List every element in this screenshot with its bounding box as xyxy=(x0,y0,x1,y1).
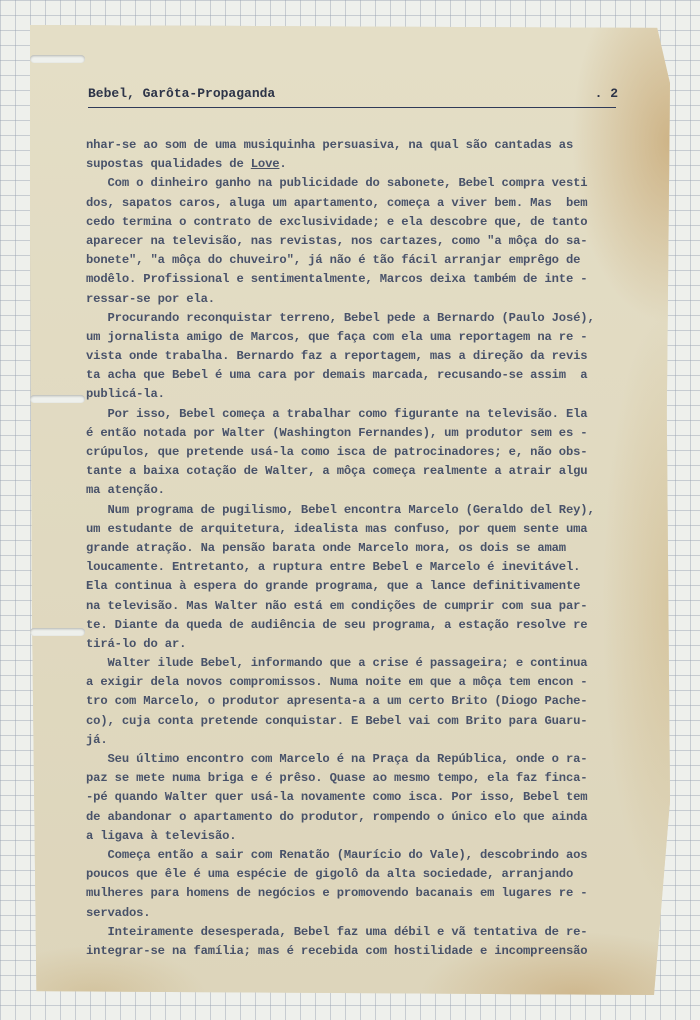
text-line: é então notada por Walter (Washington Fernandes), um produtor sem es - xyxy=(86,425,588,440)
text-line: publicá-la. xyxy=(86,387,165,402)
text-line: supostas qualidades de Love. xyxy=(86,157,287,172)
text-line: ma atenção. xyxy=(86,483,165,498)
header-rule xyxy=(88,107,616,108)
text-line: aparecer na televisão, nas revistas, nos cartazes, como "a môça do sa- xyxy=(86,233,588,248)
text-line: crúpulos, que pretende usá-la como isca de patrocinadores; e, não obs- xyxy=(86,445,588,459)
text-line: integrar-se na família; mas é recebida com hostilidade e incompreensão xyxy=(86,943,588,958)
text-line: na televisão. Mas Walter não está em condições de cumprir com sua par- xyxy=(86,598,588,613)
punch-hole-lower xyxy=(30,628,85,636)
text-line: co), cuja conta pretende conquistar. E Bebel vai com Brito para Guaru- xyxy=(86,713,588,728)
document-title: Bebel, Garôta-Propaganda xyxy=(88,86,276,101)
text-line: tro com Marcelo, o produtor apresenta-a a um certo Brito (Diogo Pache- xyxy=(86,694,588,709)
text-line: a exigir dela novos compromissos. Numa noite em que a môça tem encon - xyxy=(86,675,588,690)
text-line: cedo termina o contrato de exclusividade; e ela descobre que, de tanto xyxy=(86,214,588,229)
text-line: loucamente. Entretanto, a ruptura entre Bebel e Marcelo é inevitável. xyxy=(86,560,581,575)
text-line: -pé quando Walter quer usá-la novamente como isca. Por isso, Bebel tem xyxy=(86,790,588,805)
text-line: nhar-se ao som de uma musiquinha persuasiva, na qual são cantadas as xyxy=(86,138,574,152)
punch-hole-middle xyxy=(30,395,85,403)
text-line: Com o dinheiro ganho na publicidade do sabonete, Bebel compra vesti xyxy=(86,176,588,191)
text-line: Seu último encontro com Marcelo é na Praça da República, onde o ra- xyxy=(86,752,588,766)
text-line: tirá-lo do ar. xyxy=(86,636,187,651)
text-line: Por isso, Bebel começa a trabalhar como figurante na televisão. Ela xyxy=(86,406,588,421)
body-text xyxy=(86,136,626,961)
text-line: grande atração. Na pensão barata onde Marcelo mora, os dois se amam xyxy=(86,540,566,555)
text-line: ressar-se por ela. xyxy=(86,291,215,306)
text-line: dos, sapatos caros, aluga um apartamento, começa a viver bem. Mas bem xyxy=(86,195,588,210)
text-line: vista onde trabalha. Bernardo faz a reportagem, mas a direção da revis xyxy=(86,349,588,364)
text-line: a ligava à televisão. xyxy=(86,828,237,843)
punch-hole-top xyxy=(30,55,85,63)
text-line: Começa então a sair com Renatão (Maurício do Vale), descobrindo aos xyxy=(86,847,588,862)
text-line: um jornalista amigo de Marcos, que faça com ela uma reportagem na re - xyxy=(86,329,588,344)
text-line: já. xyxy=(86,732,108,747)
text-line: Num programa de pugilismo, Bebel encontra Marcelo (Geraldo del Rey), xyxy=(86,502,595,517)
text-line: Procurando reconquistar terreno, Bebel pede a Bernardo (Paulo José), xyxy=(86,310,595,325)
page-number: . 2 xyxy=(594,86,618,101)
text-line: bonete", "a môça do chuveiro", já não é tão fácil arranjar emprêgo de xyxy=(86,253,581,268)
text-line: ta acha que Bebel é uma cara por demais marcada, recusando-se assim a xyxy=(86,368,588,383)
text-line: paz se mete numa briga e é prêso. Quase ao mesmo tempo, ela faz finca- xyxy=(86,771,588,786)
text-line: um estudante de arquitetura, idealista mas confuso, por quem sente uma xyxy=(86,521,588,536)
text-line: de abandonar o apartamento do produtor, rompendo o único elo que ainda xyxy=(86,809,588,824)
text-line: mulheres para homens de negócios e promovendo bacanais em lugares re - xyxy=(86,886,588,901)
text-line: te. Diante da queda de audiência de seu programa, a estação resolve re xyxy=(86,617,588,632)
text-line: poucos que êle é uma espécie de gigolô da alta sociedade, arranjando xyxy=(86,867,574,882)
text-line: Walter ilude Bebel, informando que a crise é passageira; e continua xyxy=(86,656,588,671)
text-line: Ela continua à espera do grande programa, que a lance definitivamente xyxy=(86,579,581,594)
text-line: modêlo. Profissional e sentimentalmente, Marcos deixa também de inte - xyxy=(86,272,588,287)
text-line: Inteiramente desesperada, Bebel faz uma débil e vã tentativa de re- xyxy=(86,924,588,939)
text-line: tante a baixa cotação de Walter, a môça começa realmente a atrair algu xyxy=(86,464,588,479)
text-line: servados. xyxy=(86,905,151,920)
